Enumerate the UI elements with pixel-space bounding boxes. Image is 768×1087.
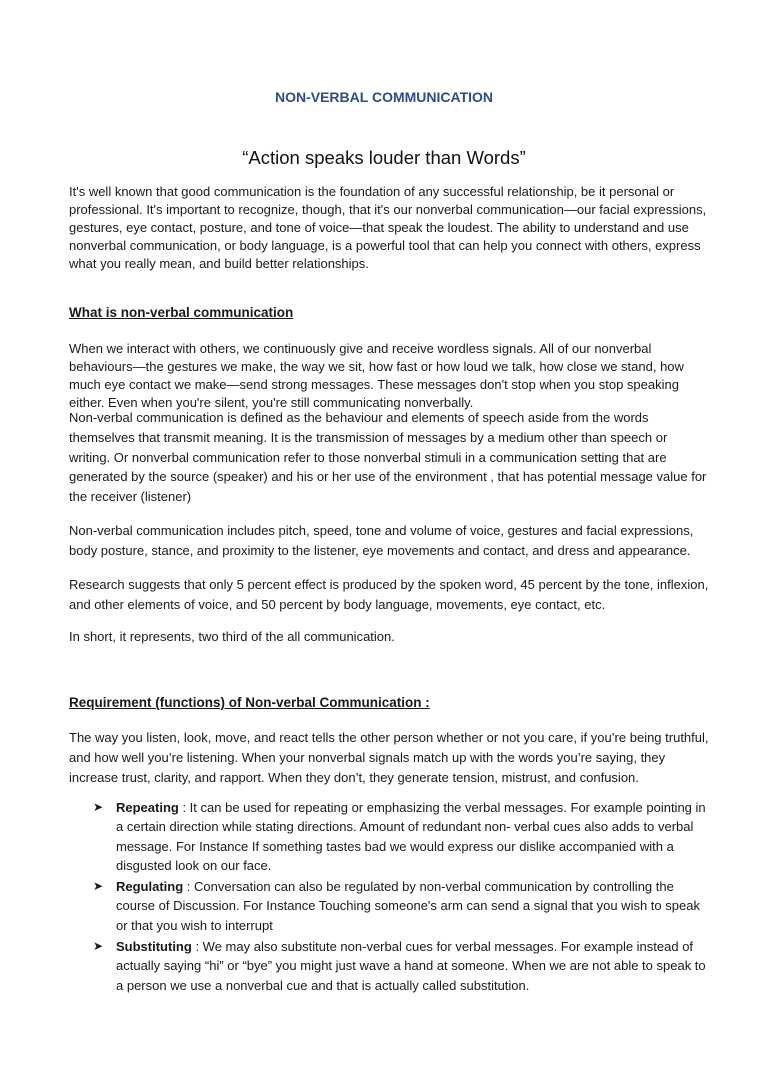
section1-paragraph-5 — [69, 627, 709, 647]
section1-paragraph-4 — [69, 575, 709, 615]
section1-text-1: When we interact with others, we continuously give and receive wordless signals. All of our nonverbal behaviours—the gestures we make, the way we sit, how fast or how loud we talk, how close we stand, how much eye contact we make—send strong messages. These messages don't stop when you stop speaking either. Even when you're silent, you're still communicating nonverbally. — [69, 341, 684, 410]
intro-paragraph — [69, 183, 709, 273]
intro-text: It's well known that good communication is the foundation of any successful relationship, be it personal or professional. It's important to recognize, though, that it's our nonverbal communication—our facial expressions, gestures, eye contact, posture, and tone of voice—that speak the loudest. The ability to understand and use nonverbal communication, or body language, is a powerful tool that can help you connect with others, express what you really mean, and build better relationships. — [69, 184, 707, 271]
list-item — [93, 798, 713, 875]
section2-text-1: The way you listen, look, move, and react tells the other person whether or not you care, if you’re being truthful, and how well you’re listening. When your nonverbal signals match up with the words you’re saying, they increase trust, clarity, and rapport. When they don’t, they generate tension, mistrust, and confusion. — [69, 730, 709, 785]
list-item-text: : It can be used for repeating or emphasizing the verbal messages. For example pointing in a certain direction while stating directions. Amount of redundant non- verbal cues also adds to verbal message. For Instance If something tastes bad we would express our dislike accompanied with a disgusted look on our face. — [116, 800, 706, 873]
section-heading-what-is: What is non-verbal communication — [69, 305, 294, 320]
list-item-term: Regulating — [116, 879, 184, 895]
list-item-text: : Conversation can also be regulated by non-verbal communication by controlling the course of Discussion. For Instance Touching someone's arm can send a signal that you wish to speak or that you wish to interrupt — [116, 879, 700, 933]
section1-text-5: In short, it represents, two third of the all communication. — [69, 629, 395, 644]
arrow-bullet-icon: ➤ — [93, 939, 104, 954]
section-heading-requirement: Requirement (functions) of Non-verbal Communication : — [69, 695, 430, 710]
functions-list — [93, 798, 713, 997]
list-item-term: Substituting — [116, 939, 192, 955]
arrow-bullet-icon: ➤ — [93, 879, 104, 894]
section2-paragraph-1 — [69, 728, 709, 787]
section1-text-3: Non-verbal communication includes pitch, speed, tone and volume of voice, gestures and facial expressions, body posture, stance, and proximity to the listener, eye movements and contact, and dress and appearance. — [69, 523, 694, 558]
section1-paragraph-3 — [69, 521, 709, 561]
list-item-text: : We may also substitute non-verbal cues for verbal messages. For example instead of actually saying “hi” or “bye” you might just wave a hand at someone. When we are not able to speak to a person we use a nonverbal cue and that is actually called substitution. — [116, 939, 706, 993]
arrow-bullet-icon: ➤ — [93, 800, 104, 814]
section1-text-4: Research suggests that only 5 percent effect is produced by the spoken word, 45 percent by the tone, inflexion, and other elements of voice, and 50 percent by body language, movements, eye contact, etc. — [69, 577, 709, 612]
section1-paragraph-1 — [69, 340, 709, 412]
document-title: NON-VERBAL COMMUNICATION — [274, 89, 494, 105]
list-item — [93, 937, 713, 995]
section1-paragraph-2 — [69, 408, 709, 507]
list-item-term: Repeating — [116, 800, 179, 815]
section1-text-2: Non-verbal communication is defined as the behaviour and elements of speech aside from the words themselves that transmit meaning. It is the transmission of messages by a medium other than speech or writing. Or nonverbal communication refer to those nonverbal stimuli in a communication setting that are generated by the source (speaker) and his or her use of the environment , that has potential message value for the receiver (listener) — [69, 410, 707, 505]
list-item — [93, 877, 713, 935]
document-subtitle: “Action speaks louder than Words” — [242, 147, 526, 168]
